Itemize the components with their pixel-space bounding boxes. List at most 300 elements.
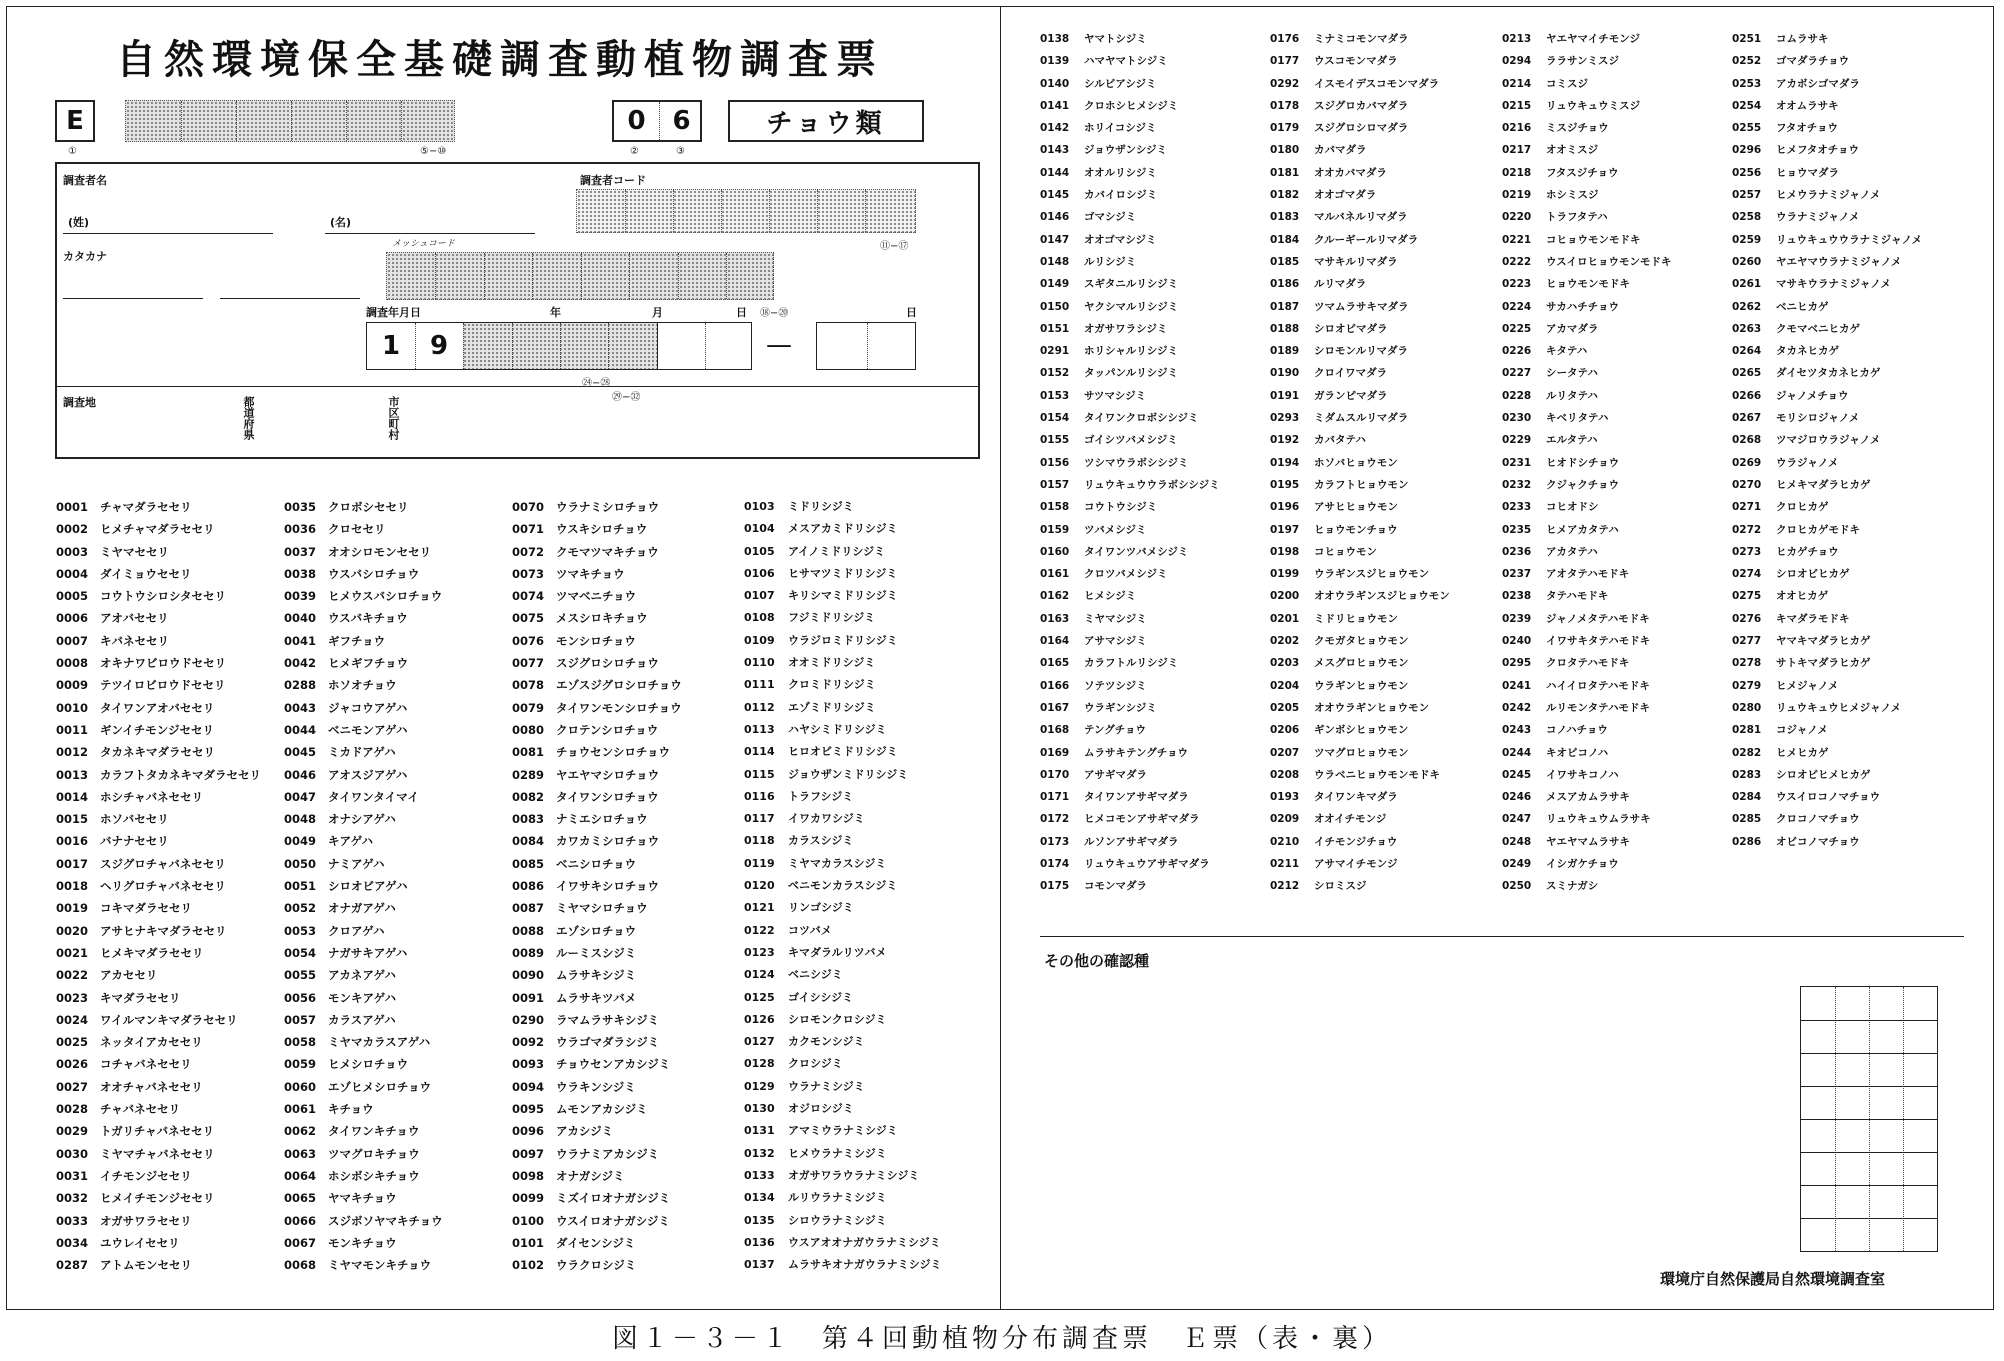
list-item: 0222 ウスイロヒョウモンモドキ <box>1502 255 1672 268</box>
list-item: 0274 シロオビヒカゲ <box>1732 568 1850 581</box>
list-item: 0227 シータテハ <box>1502 367 1598 380</box>
list-item: 0128 クロシジミ <box>744 1057 843 1071</box>
list-item: 0131 アマミウラナミシジミ <box>744 1124 898 1138</box>
list-item: 0220 トラフタテハ <box>1502 211 1608 224</box>
list-item: 0170 アサギマダラ <box>1040 768 1147 781</box>
list-item: 0071 ウスキシロチョウ <box>512 522 648 537</box>
list-item: 0068 ミヤマモンキチョウ <box>284 1258 432 1273</box>
other-species-grid[interactable] <box>1800 986 1938 1252</box>
list-item: 0127 カクモンシジミ <box>744 1035 865 1049</box>
list-item: 0247 リュウキュウムラサキ <box>1502 813 1651 826</box>
list-item: 0219 ホシミスジ <box>1502 189 1599 202</box>
survey-end-day-field[interactable] <box>816 322 916 370</box>
mark-18-20: ⑱−⑳ <box>760 308 789 319</box>
list-item: 0182 オオゴマダラ <box>1270 189 1377 202</box>
list-item: 0057 カラスアゲハ <box>284 1012 396 1027</box>
list-item: 0061 キチョウ <box>284 1102 374 1117</box>
list-item: 0166 ソテツシジミ <box>1040 679 1147 692</box>
list-item: 0275 オオヒカゲ <box>1732 590 1829 603</box>
list-item: 0110 オオミドリシジミ <box>744 656 876 670</box>
list-item: 0190 クロイワマダラ <box>1270 367 1388 380</box>
list-item: 0130 オジロシジミ <box>744 1102 854 1116</box>
list-item: 0284 ウスイロコノマチョウ <box>1732 791 1881 804</box>
list-item: 0097 ウラナミアカシジミ <box>512 1146 660 1161</box>
list-item: 0174 リュウキュウアサギマダラ <box>1040 857 1210 870</box>
list-item: 0102 ウラクロシジミ <box>512 1258 637 1273</box>
list-item: 0232 クジャクチョウ <box>1502 478 1619 491</box>
list-item: 0194 ホソバヒョウモン <box>1270 456 1398 469</box>
surveyor-code-field[interactable] <box>576 189 916 233</box>
list-item: 0088 エゾシロチョウ <box>512 923 637 938</box>
list-item: 0295 クロタテハモドキ <box>1502 657 1630 670</box>
list-item: 0092 ウラゴマダラシジミ <box>512 1035 660 1050</box>
list-item: 0217 オオミスジ <box>1502 144 1599 157</box>
list-item: 0231 ヒオドシチョウ <box>1502 456 1620 469</box>
list-item: 0019 コキマダラセセリ <box>56 901 192 916</box>
list-item: 0030 ミヤマチャバネセセリ <box>56 1146 215 1161</box>
group-code-digit: 0 <box>627 106 646 136</box>
list-item: 0045 ミカドアゲハ <box>284 745 396 760</box>
list-item: 0015 ホソバセセリ <box>56 812 169 827</box>
list-item: 0184 クルーギールリマダラ <box>1270 233 1419 246</box>
list-item: 0199 ウラギンスジヒョウモン <box>1270 568 1430 581</box>
list-item: 0079 タイワンモンシロチョウ <box>512 700 682 715</box>
list-item: 0129 ウラナミシジミ <box>744 1079 865 1093</box>
list-item: 0246 メスアカムラサキ <box>1502 791 1630 804</box>
list-item: 0036 クロセセリ <box>284 522 386 537</box>
list-item: 0094 ウラキンシジミ <box>512 1079 636 1094</box>
form-title: 自然環境保全基礎調査動植物調査票 <box>116 37 884 83</box>
list-item: 0028 チャバネセセリ <box>56 1102 181 1117</box>
list-item: 0111 クロミドリシジミ <box>744 678 876 692</box>
list-item: 0091 ムラサキツバメ <box>512 990 637 1005</box>
back-species-column-1 <box>1040 28 1220 898</box>
list-item: 0211 アサマイチモンジ <box>1270 857 1398 870</box>
list-item: 0140 シルビアシジミ <box>1040 77 1157 90</box>
list-item: 0122 コツバメ <box>744 923 832 937</box>
list-item: 0029 トガリチャバネセセリ <box>56 1124 215 1139</box>
list-item: 0067 モンキチョウ <box>284 1235 397 1250</box>
list-item: 0055 アカネアゲハ <box>284 968 396 983</box>
list-item: 0197 ヒョウモンチョウ <box>1270 523 1398 536</box>
list-item: 0248 ヤエヤマムラサキ <box>1502 835 1630 848</box>
list-item: 0237 アオタテハモドキ <box>1502 568 1630 581</box>
list-item: 0044 ベニモンアゲハ <box>284 722 408 737</box>
list-item: 0080 クロテンシロチョウ <box>512 722 659 737</box>
other-species-divider <box>1040 936 1964 937</box>
list-item: 0160 タイワンツバメシジミ <box>1040 545 1189 558</box>
list-item: 0179 スジグロシロマダラ <box>1270 122 1409 135</box>
list-item: 0296 ヒメフタオチョウ <box>1732 144 1859 157</box>
list-item: 0177 ウスコモンマダラ <box>1270 55 1398 68</box>
list-item: 0087 ミヤマシロチョウ <box>512 901 648 916</box>
back-species-column-4 <box>1732 28 1922 853</box>
list-item: 0037 オオシロモンセセリ <box>284 544 432 559</box>
list-item: 0150 ヤクシマルリシジミ <box>1040 300 1179 313</box>
list-item: 0183 マルバネルリマダラ <box>1270 211 1408 224</box>
list-item: 0223 ヒョウモンモドキ <box>1502 278 1630 291</box>
katakana-line-1 <box>63 298 203 299</box>
given-name-line <box>325 233 535 234</box>
list-item: 0042 ヒメギフチョウ <box>284 656 409 671</box>
list-item: 0026 コチャバネセセリ <box>56 1057 192 1072</box>
list-item: 0134 ルリウラナミシジミ <box>744 1191 887 1205</box>
list-item: 0214 コミスジ <box>1502 77 1588 90</box>
location-divider <box>57 386 978 387</box>
list-item: 0168 テングチョウ <box>1040 724 1146 737</box>
mark-1: ① <box>68 146 77 157</box>
list-item: 0121 リンゴシジミ <box>744 901 854 915</box>
list-item: 0074 ツマベニチョウ <box>512 589 637 604</box>
list-item: 0031 イチモンジセセリ <box>56 1168 192 1183</box>
list-item: 0024 ワイルマンキマダラセセリ <box>56 1012 238 1027</box>
list-item: 0269 ウラジャノメ <box>1732 456 1839 469</box>
list-item: 0001 チャマダラセセリ <box>56 500 192 514</box>
family-name-label: (姓) <box>68 216 90 229</box>
list-item: 0233 コヒオドシ <box>1502 501 1599 514</box>
list-item: 0072 クモマツマキチョウ <box>512 544 659 559</box>
list-item: 0157 リュウキュウウラボシシジミ <box>1040 478 1220 491</box>
list-item: 0225 アカマダラ <box>1502 322 1599 335</box>
list-item: 0276 キマダラモドキ <box>1732 612 1850 625</box>
list-item: 0291 ホリシャルリシジミ <box>1040 345 1179 358</box>
survey-date-field[interactable] <box>366 322 752 370</box>
list-item: 0203 メスグロヒョウモン <box>1270 657 1409 670</box>
list-item: 0073 ツマキチョウ <box>512 566 625 581</box>
prefecture-label: 都道府県 <box>242 396 255 440</box>
list-item: 0125 ゴイシシジミ <box>744 990 854 1004</box>
code-letter: E <box>66 106 84 136</box>
list-item: 0007 キバネセセリ <box>56 633 169 648</box>
list-item: 0139 ハマヤマトシジミ <box>1040 55 1168 68</box>
list-item: 0294 ララサンミスジ <box>1502 55 1619 68</box>
list-item: 0285 クロコノマチョウ <box>1732 813 1860 826</box>
group-code-box <box>612 100 702 142</box>
list-item: 0196 アサヒヒョウモン <box>1270 501 1398 514</box>
mark-29-32: ㉙−㉜ <box>612 392 641 403</box>
list-item: 0272 クロヒカゲモドキ <box>1732 523 1860 536</box>
list-item: 0099 ミズイロオナガシジミ <box>512 1191 671 1206</box>
list-item: 0145 カバイロシジミ <box>1040 189 1158 202</box>
page-divider <box>1000 6 1001 1310</box>
list-item: 0198 コヒョウモン <box>1270 545 1377 558</box>
list-item: 0209 オオイチモンジ <box>1270 813 1387 826</box>
list-item: 0239 ジャノメタテハモドキ <box>1502 612 1650 625</box>
list-item: 0192 カバタテハ <box>1270 434 1366 447</box>
list-item: 0085 ベニシロチョウ <box>512 856 637 871</box>
list-item: 0016 バナナセセリ <box>56 834 169 849</box>
list-item: 0282 ヒメヒカゲ <box>1732 746 1829 759</box>
list-item: 0235 ヒメアカタテハ <box>1502 523 1619 536</box>
list-item: 0188 シロオビマダラ <box>1270 322 1388 335</box>
list-item: 0075 メスシロキチョウ <box>512 611 648 626</box>
list-item: 0181 オオカバマダラ <box>1270 166 1387 179</box>
list-item: 0051 シロオビアゲハ <box>284 879 408 894</box>
list-item: 0250 スミナガシ <box>1502 880 1599 893</box>
list-item: 0033 オガサワラセセリ <box>56 1213 192 1228</box>
list-item: 0279 ヒメジャノメ <box>1732 679 1839 692</box>
list-item: 0252 ゴマダラチョウ <box>1732 55 1850 68</box>
list-item: 0004 ダイミョウセセリ <box>56 566 192 581</box>
list-item: 0101 ダイセンシジミ <box>512 1235 636 1250</box>
list-item: 0280 リュウキュウヒメジャノメ <box>1732 701 1902 714</box>
list-item: 0056 モンキアゲハ <box>284 990 396 1005</box>
list-item: 0003 ミヤマセセリ <box>56 544 169 559</box>
list-item: 0206 ギンボシヒョウモン <box>1270 724 1409 737</box>
list-item: 0149 スギタニルリシジミ <box>1040 278 1179 291</box>
list-item: 0281 コジャノメ <box>1732 724 1828 737</box>
list-item: 0116 トラフシジミ <box>744 789 854 803</box>
group-name: チョウ類 <box>766 108 886 139</box>
list-item: 0240 イワサキタテハモドキ <box>1502 635 1651 648</box>
list-item: 0273 ヒカゲチョウ <box>1732 545 1839 558</box>
year-digit: 9 <box>429 331 449 361</box>
day-end-label: 日 <box>906 306 917 319</box>
list-item: 0123 キマダラルリツバメ <box>744 945 887 959</box>
list-item: 0012 タカネキマダラセセリ <box>56 745 215 760</box>
list-item: 0205 オオウラギンヒョウモン <box>1270 701 1430 714</box>
municipality-label: 市区町村 <box>387 396 400 440</box>
list-item: 0059 ヒメシロチョウ <box>284 1057 409 1072</box>
list-item: 0095 ムモンアカシジミ <box>512 1102 648 1117</box>
list-item: 0089 ルーミスシジミ <box>512 945 637 960</box>
list-item: 0204 ウラギンヒョウモン <box>1270 679 1409 692</box>
mark-3: ③ <box>676 146 685 157</box>
list-item: 0027 オオチャバネセセリ <box>56 1079 203 1094</box>
list-item: 0020 アサヒナキマダラセセリ <box>56 923 227 938</box>
list-item: 0210 イチモンジチョウ <box>1270 835 1398 848</box>
other-species-label: その他の確認種 <box>1044 952 1150 970</box>
list-item: 0218 フタスジチョウ <box>1502 166 1619 179</box>
list-item: 0034 ユウレイセセリ <box>56 1235 180 1250</box>
list-item: 0175 コモンマダラ <box>1040 880 1147 893</box>
list-item: 0287 アトムモンセセリ <box>56 1258 192 1273</box>
list-item: 0112 エゾミドリシジミ <box>744 700 876 714</box>
list-item: 0142 ホリイコシジミ <box>1040 122 1157 135</box>
list-item: 0230 キベリタテハ <box>1502 412 1609 425</box>
list-item: 0081 チョウセンシロチョウ <box>512 745 671 760</box>
list-item: 0090 ムラサキシジミ <box>512 968 637 983</box>
list-item: 0049 キアゲハ <box>284 834 373 849</box>
list-item: 0138 ヤマトシジミ <box>1040 33 1147 45</box>
list-item: 0132 ヒメウラナミシジミ <box>744 1146 887 1160</box>
list-item: 0243 コノハチョウ <box>1502 724 1608 737</box>
list-item: 0040 ウスバキチョウ <box>284 611 408 626</box>
list-item: 0103 ミドリシジミ <box>744 500 854 513</box>
list-item: 0017 スジグロチャバネセセリ <box>56 856 226 871</box>
list-item: 0064 ホシボシキチョウ <box>284 1168 420 1183</box>
list-item: 0077 スジグロシロチョウ <box>512 656 659 671</box>
survey-date-label: 調査年月日 <box>366 306 421 319</box>
list-item: 0062 タイワンキチョウ <box>284 1124 420 1139</box>
species-column-2 <box>284 496 443 1276</box>
list-item: 0163 ミヤマシジミ <box>1040 612 1147 625</box>
list-item: 0224 サカハチチョウ <box>1502 300 1619 313</box>
month-label: 月 <box>652 306 663 319</box>
list-item: 0278 サトキマダラヒカゲ <box>1732 657 1871 670</box>
list-item: 0005 コウトウシロシタセセリ <box>56 589 227 604</box>
list-item: 0256 ヒョウマダラ <box>1732 166 1839 179</box>
list-item: 0241 ハイイロタテハモドキ <box>1502 679 1650 692</box>
list-item: 0258 ウラナミジャノメ <box>1732 211 1860 224</box>
list-item: 0076 モンシロチョウ <box>512 633 636 648</box>
list-item: 0098 オナガシジミ <box>512 1168 625 1183</box>
list-item: 0135 シロウラナミシジミ <box>744 1213 887 1227</box>
list-item: 0010 タイワンアオバセセリ <box>56 700 215 715</box>
list-item: 0245 イワサキコノハ <box>1502 768 1619 781</box>
list-item: 0263 クモマベニヒカゲ <box>1732 322 1860 335</box>
list-item: 0146 ゴマシジミ <box>1040 211 1137 224</box>
card-number-field[interactable] <box>125 100 455 142</box>
surveyor-code-label: 調査者コード <box>580 174 646 187</box>
list-item: 0136 ウスアオオナガウラナミシジミ <box>744 1235 941 1249</box>
list-item: 0264 タカネヒカゲ <box>1732 345 1839 358</box>
list-item: 0251 コムラサキ <box>1732 33 1829 45</box>
list-item: 0119 ミヤマカラスシジミ <box>744 856 887 870</box>
list-item: 0286 オビコノマチョウ <box>1732 835 1860 848</box>
list-item: 0084 カワカミシロチョウ <box>512 834 660 849</box>
location-label: 調査地 <box>63 396 96 409</box>
katakana-label: カタカナ <box>63 250 107 263</box>
list-item: 0164 アサマシジミ <box>1040 635 1147 648</box>
list-item: 0191 ガランピマダラ <box>1270 389 1388 402</box>
list-item: 0083 ナミエシロチョウ <box>512 812 648 827</box>
list-item: 0147 オオゴマシジミ <box>1040 233 1157 246</box>
group-code-digit: 6 <box>672 106 691 136</box>
list-item: 0202 クモガタヒョウモン <box>1270 635 1409 648</box>
list-item: 0065 ヤマキチョウ <box>284 1191 397 1206</box>
list-item: 0229 エルタテハ <box>1502 434 1598 447</box>
list-item: 0053 クロアゲハ <box>284 923 385 938</box>
list-item: 0238 タテハモドキ <box>1502 590 1609 603</box>
list-item: 0039 ヒメウスバシロチョウ <box>284 589 443 604</box>
list-item: 0025 ネッタイアカセセリ <box>56 1035 203 1050</box>
mesh-code-field[interactable] <box>386 252 774 300</box>
list-item: 0228 ルリタテハ <box>1502 389 1598 402</box>
list-item: 0126 シロモンクロシジミ <box>744 1012 887 1026</box>
list-item: 0293 ミダムスルリマダラ <box>1270 412 1409 425</box>
list-item: 0078 エゾスジグロシロチョウ <box>512 678 682 693</box>
list-item: 0212 シロミスジ <box>1270 880 1367 893</box>
list-item: 0292 イスモイデスコモンマダラ <box>1270 77 1440 90</box>
list-item: 0169 ムラサキテングチョウ <box>1040 746 1188 759</box>
list-item: 0021 ヒメキマダラセセリ <box>56 945 204 960</box>
list-item: 0221 コヒョウモンモドキ <box>1502 233 1641 246</box>
list-item: 0165 カラフトルリシジミ <box>1040 657 1179 670</box>
list-item: 0253 アカボシゴマダラ <box>1732 77 1860 90</box>
back-species-column-2 <box>1270 28 1450 898</box>
code-letter-box <box>55 100 95 142</box>
list-item: 0207 ツマグロヒョウモン <box>1270 746 1409 759</box>
list-item: 0200 オオウラギンスジヒョウモン <box>1270 590 1450 603</box>
list-item: 0153 サツマシジミ <box>1040 389 1147 402</box>
list-item: 0105 アイノミドリシジミ <box>744 544 886 558</box>
back-species-column-3 <box>1502 28 1671 898</box>
list-item: 0043 ジャコウアゲハ <box>284 700 408 715</box>
list-item: 0244 キオビコノハ <box>1502 746 1609 759</box>
list-item: 0106 ヒサマツミドリシジミ <box>744 566 898 580</box>
list-item: 0070 ウラナミシロチョウ <box>512 500 660 514</box>
list-item: 0013 カラフトタカネキマダラセセリ <box>56 767 261 782</box>
list-item: 0178 スジグロカバマダラ <box>1270 99 1409 112</box>
list-item: 0257 ヒメウラナミジャノメ <box>1732 189 1881 202</box>
species-column-4 <box>744 496 942 1276</box>
list-item: 0032 ヒメイチモンジセセリ <box>56 1191 215 1206</box>
list-item: 0173 ルソンアサギマダラ <box>1040 835 1179 848</box>
list-item: 0187 ツマムラサキマダラ <box>1270 300 1409 313</box>
mark-24-28: ㉔−㉘ <box>582 378 611 389</box>
list-item: 0268 ツマジロウラジャノメ <box>1732 434 1881 447</box>
list-item: 0249 イシガケチョウ <box>1502 857 1619 870</box>
list-item: 0114 ヒロオビミドリシジミ <box>744 745 898 759</box>
year-label: 年 <box>550 306 561 319</box>
list-item: 0143 ジョウザンシジミ <box>1040 144 1168 157</box>
list-item: 0002 ヒメチャマダラセセリ <box>56 522 215 537</box>
list-item: 0283 シロオビヒメヒカゲ <box>1732 768 1871 781</box>
mark-5-10: ⑤−⑩ <box>420 146 447 157</box>
list-item: 0058 ミヤマカラスアゲハ <box>284 1035 431 1050</box>
list-item: 0180 カバマダラ <box>1270 144 1367 157</box>
list-item: 0120 ベニモンカラスシジミ <box>744 879 898 893</box>
list-item: 0159 ツバメシジミ <box>1040 523 1147 536</box>
list-item: 0141 クロホシヒメシジミ <box>1040 99 1179 112</box>
family-name-line <box>63 233 273 234</box>
list-item: 0109 ウラジロミドリシジミ <box>744 633 898 647</box>
group-name-box <box>728 100 924 142</box>
list-item: 0108 フジミドリシジミ <box>744 611 876 625</box>
list-item: 0133 オガサワラウラナミシジミ <box>744 1168 920 1182</box>
list-item: 0154 タイワンクロボシシジミ <box>1040 412 1199 425</box>
list-item: 0254 オオムラサキ <box>1732 99 1839 112</box>
list-item: 0022 アカセセリ <box>56 968 158 983</box>
mesh-code-label: メッシュコード <box>392 239 455 249</box>
list-item: 0289 ヤエヤマシロチョウ <box>512 767 660 782</box>
list-item: 0054 ナガサキアゲハ <box>284 945 408 960</box>
list-item: 0156 ツシマウラボシシジミ <box>1040 456 1189 469</box>
figure-caption: 図１－３－１ 第４回動植物分布調査票 Ｅ票（表・裏） <box>611 1324 1392 1354</box>
list-item: 0186 ルリマダラ <box>1270 278 1367 291</box>
list-item: 0270 ヒメキマダラヒカゲ <box>1732 478 1871 491</box>
list-item: 0041 ギフチョウ <box>284 633 386 648</box>
list-item: 0172 ヒメコモンアサギマダラ <box>1040 813 1200 826</box>
list-item: 0117 イワカワシジミ <box>744 812 865 826</box>
list-item: 0050 ナミアゲハ <box>284 856 385 871</box>
list-item: 0052 オナガアゲハ <box>284 901 396 916</box>
list-item: 0271 クロヒカゲ <box>1732 501 1829 514</box>
species-column-1 <box>56 496 261 1276</box>
list-item: 0048 オナシアゲハ <box>284 812 396 827</box>
list-item: 0195 カラフトヒョウモン <box>1270 478 1409 491</box>
list-item: 0176 ミナミコモンマダラ <box>1270 33 1409 45</box>
list-item: 0259 リュウキュウウラナミジャノメ <box>1732 233 1923 246</box>
list-item: 0113 ハヤシミドリシジミ <box>744 722 887 736</box>
list-item: 0260 ヤエヤマウラナミジャノメ <box>1732 255 1902 268</box>
list-item: 0035 クロボシセセリ <box>284 500 409 514</box>
list-item: 0144 オオルリシジミ <box>1040 166 1157 179</box>
list-item: 0161 クロツバメシジミ <box>1040 568 1168 581</box>
year-digit: 1 <box>381 331 401 361</box>
list-item: 0096 アカシジミ <box>512 1124 614 1139</box>
list-item: 0060 エゾヒメシロチョウ <box>284 1079 432 1094</box>
mark-2: ② <box>630 146 639 157</box>
list-item: 0148 ルリシジミ <box>1040 255 1137 268</box>
list-item: 0185 マサキルリマダラ <box>1270 255 1398 268</box>
list-item: 0137 ムラサキオナガウラナミシジミ <box>744 1258 942 1272</box>
list-item: 0006 アオバセセリ <box>56 611 169 626</box>
list-item: 0063 ツマグロキチョウ <box>284 1146 420 1161</box>
list-item: 0107 キリシマミドリシジミ <box>744 589 898 603</box>
list-item: 0255 フタオチョウ <box>1732 122 1838 135</box>
